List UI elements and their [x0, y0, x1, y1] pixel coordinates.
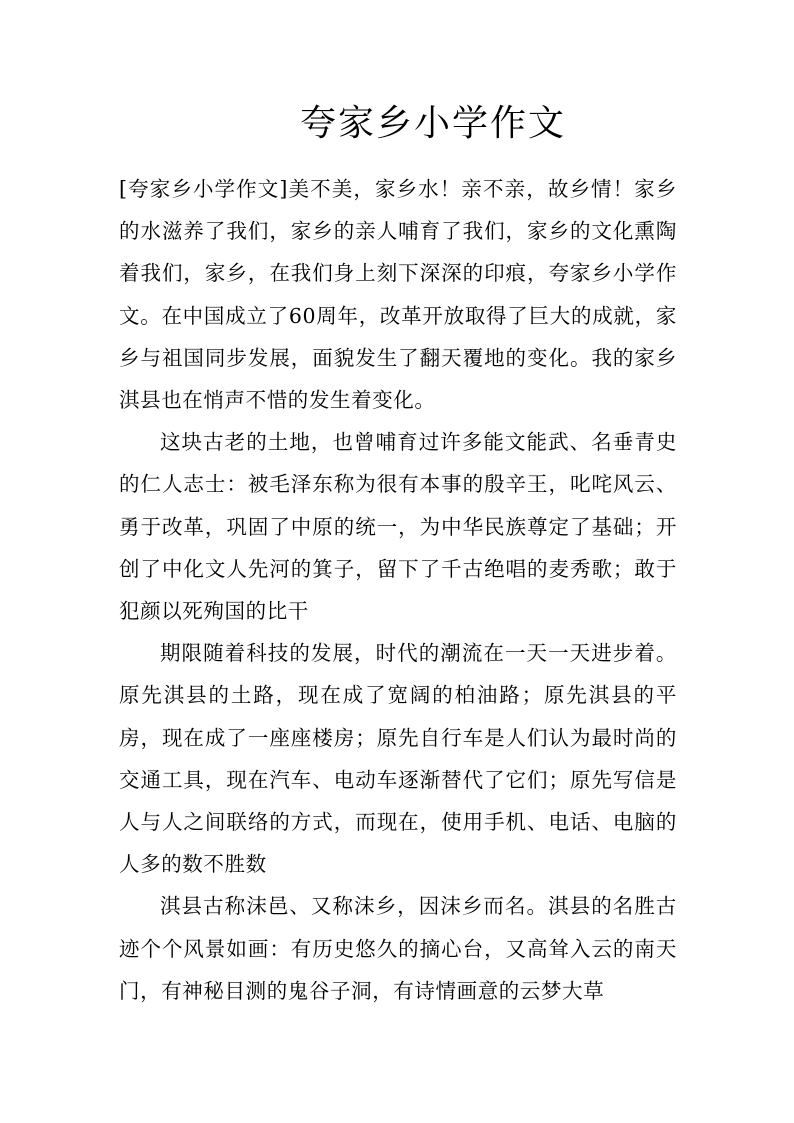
paragraph-3: 期限随着科技的发展，时代的潮流在一天一天进步着。原先淇县的土路，现在成了宽阔的柏油路；原先淇县的平房，现在成了一座座楼房；原先自行车是人们认为最时尚的交通工具，现在汽车、电动车逐渐替代了它们；原先写信是人与人之间联络的方式，而现在，使用手机、电话、电脑的人多的数不胜数	[119, 641, 677, 877]
paragraph-4: 淇县古称沫邑、又称沫乡，因沫乡而名。淇县的名胜古迹个个风景如画：有历史悠久的摘心台，又高耸入云的南天门，有神秘目测的鬼谷子洞，有诗情画意的云梦大草	[119, 894, 677, 1003]
document-body	[119, 168, 677, 1012]
paragraph-2: 这块古老的土地，也曾哺育过许多能文能武、名垂青史的仁人志士：被毛泽东称为很有本事的殷辛王，叱咤风云、勇于改革，巩固了中原的统一，为中华民族尊定了基础；开创了中化文人先河的箕子，留下了千古绝唱的麦秀歌；敢于犯颜以死殉国的比干	[119, 430, 677, 624]
paragraph-1: [夸家乡小学作文]美不美，家乡水！亲不亲，故乡情！家乡的水滋养了我们，家乡的亲人哺育了我们，家乡的文化熏陶着我们，家乡，在我们身上刻下深深的印痕，夸家乡小学作文。在中国成立了60周年，改革开放取得了巨大的成就，家乡与祖国同步发展，面貌发生了翻天覆地的变化。我的家乡淇县也在悄声不惜的发生着变化。	[119, 177, 677, 413]
document-title: 夸家乡小学作文	[299, 103, 566, 144]
